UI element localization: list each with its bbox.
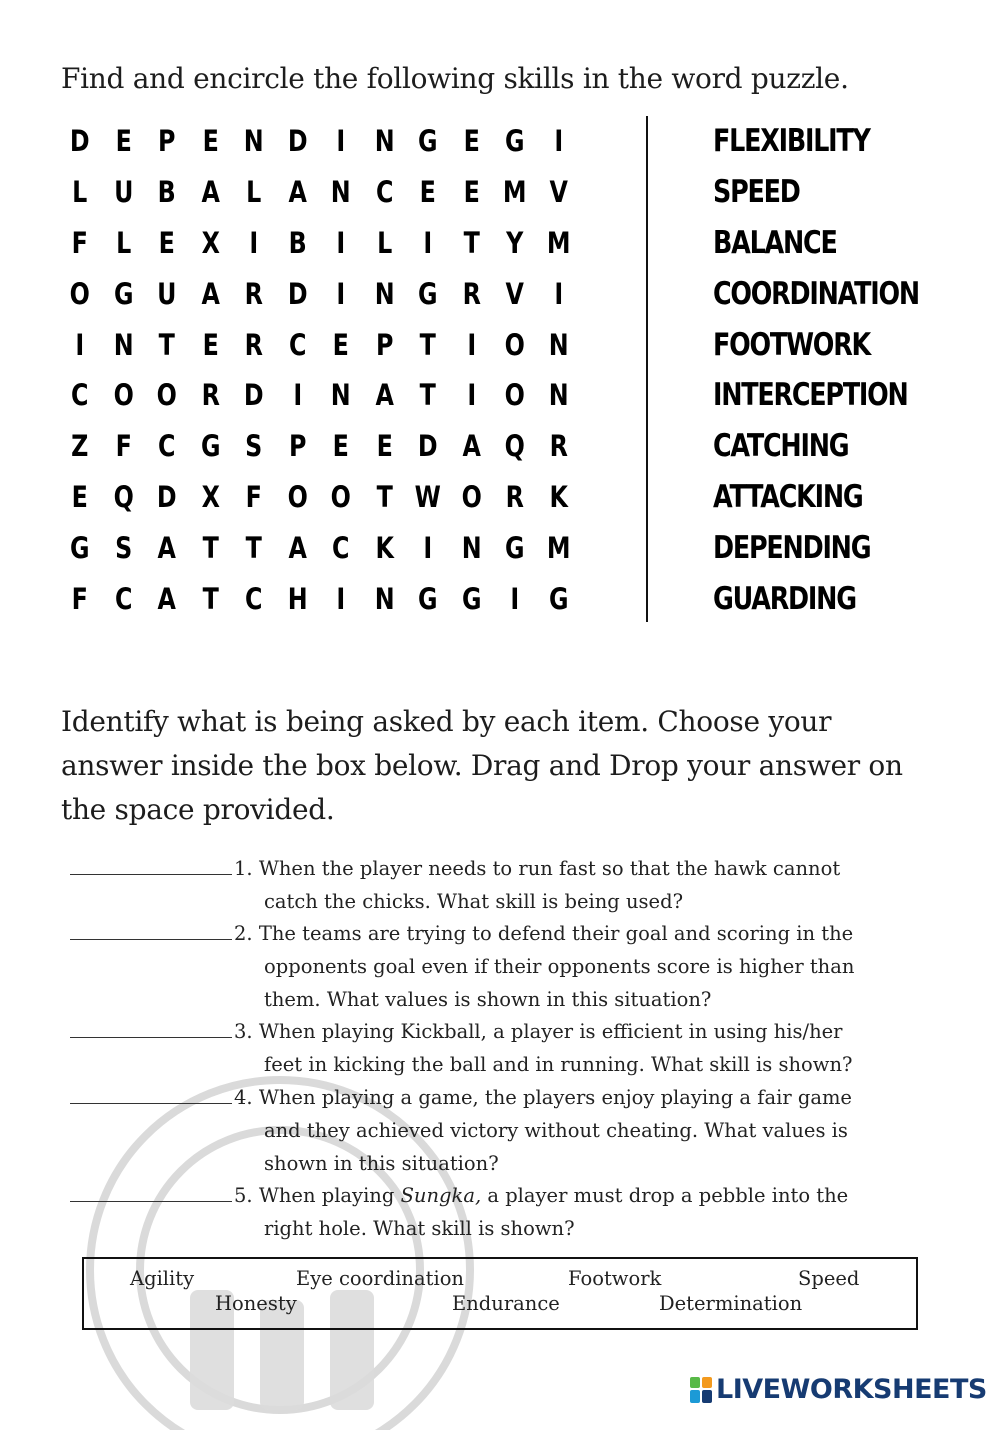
grid-letter[interactable]: Q	[113, 479, 134, 514]
grid-letter[interactable]: O	[113, 378, 134, 413]
grid-letter[interactable]: G	[417, 124, 438, 159]
grid-letter[interactable]: F	[71, 581, 88, 616]
grid-letter[interactable]: C	[375, 175, 393, 210]
grid-letter[interactable]: N	[461, 530, 482, 565]
grid-letter[interactable]: T	[245, 530, 262, 565]
grid-letter[interactable]: R	[201, 378, 220, 413]
word-list-item: CATCHING	[713, 428, 849, 465]
question-text: right hole. What skill is shown?	[264, 1217, 575, 1240]
grid-letter[interactable]: O	[461, 479, 482, 514]
grid-letter[interactable]: N	[243, 124, 264, 159]
grid-letter[interactable]: T	[419, 378, 436, 413]
question-text: them. What values is shown in this situation?	[264, 988, 712, 1011]
grid-letter[interactable]: P	[375, 327, 393, 362]
choice-agility[interactable]: Agility	[130, 1267, 195, 1290]
answer-drop-zone-5[interactable]	[70, 1177, 232, 1202]
question-number: 1.	[234, 857, 253, 880]
grid-letter[interactable]: E	[332, 327, 349, 362]
grid-letter[interactable]: X	[201, 479, 220, 514]
grid-letter[interactable]: I	[336, 225, 346, 260]
grid-letter[interactable]: X	[201, 225, 220, 260]
grid-letter[interactable]: R	[244, 276, 263, 311]
word-search-grid[interactable]	[58, 116, 580, 624]
grid-letter[interactable]: T	[376, 479, 393, 514]
grid-letter[interactable]: L	[72, 175, 88, 210]
grid-letter[interactable]: R	[505, 479, 524, 514]
grid-letter[interactable]: D	[243, 378, 264, 413]
grid-letter[interactable]: I	[292, 378, 302, 413]
grid-letter[interactable]: I	[510, 581, 520, 616]
choice-eye-coordination[interactable]: Eye coordination	[296, 1267, 464, 1290]
grid-letter[interactable]: E	[71, 479, 88, 514]
word-list-item: GUARDING	[713, 580, 856, 617]
logo-text: LIVEWORKSHEETS	[716, 1374, 987, 1405]
grid-letter[interactable]: S	[245, 429, 263, 464]
grid-letter[interactable]: Z	[71, 429, 89, 464]
grid-letter[interactable]: R	[244, 327, 263, 362]
grid-letter[interactable]: D	[287, 276, 308, 311]
grid-letter[interactable]: H	[287, 581, 308, 616]
question-text: When playing Kickball, a player is efficient in using his/her	[258, 1020, 843, 1043]
grid-letter[interactable]: G	[417, 276, 438, 311]
word-list-item: SPEED	[713, 174, 800, 211]
choice-endurance[interactable]: Endurance	[452, 1292, 560, 1315]
grid-letter[interactable]: E	[376, 429, 393, 464]
grid-letter[interactable]: I	[336, 124, 346, 159]
grid-letter[interactable]: D	[287, 124, 308, 159]
grid-letter[interactable]: A	[375, 378, 394, 413]
question-text: opponents goal even if their opponents score is higher than	[264, 955, 855, 978]
word-list-item: INTERCEPTION	[713, 377, 908, 414]
grid-letter[interactable]: I	[423, 530, 433, 565]
question-text: catch the chicks. What skill is being used?	[264, 890, 684, 913]
choice-determination[interactable]: Determination	[659, 1292, 803, 1315]
question-text: a player must drop a pebble into the	[481, 1184, 849, 1207]
grid-letter[interactable]: A	[201, 175, 220, 210]
question-number: 5.	[234, 1184, 253, 1207]
grid-letter[interactable]: E	[115, 124, 132, 159]
grid-letter[interactable]: I	[423, 225, 433, 260]
grid-letter[interactable]: O	[287, 479, 308, 514]
word-list-item: BALANCE	[713, 224, 837, 261]
grid-letter[interactable]: N	[330, 378, 351, 413]
grid-letter[interactable]: C	[114, 581, 132, 616]
question-2	[70, 915, 854, 1016]
question-number: 3.	[234, 1020, 253, 1043]
question-text: and they achieved victory without cheating. What values is	[264, 1119, 848, 1142]
question-5	[70, 1177, 848, 1245]
word-list-item: COORDINATION	[713, 275, 919, 312]
grid-letter[interactable]: I	[249, 225, 259, 260]
grid-letter[interactable]: E	[419, 175, 436, 210]
grid-letter[interactable]: E	[463, 124, 480, 159]
word-list-item: FOOTWORK	[713, 326, 871, 363]
question-text: feet in kicking the ball and in running. What skill is shown?	[264, 1053, 853, 1076]
grid-letter[interactable]: E	[202, 124, 219, 159]
grid-letter[interactable]: W	[414, 479, 441, 514]
grid-letter[interactable]: L	[246, 175, 262, 210]
grid-letter[interactable]: M	[546, 530, 571, 565]
grid-letter[interactable]: B	[288, 225, 307, 260]
grid-letter[interactable]: D	[417, 429, 438, 464]
question-number: 2.	[234, 922, 253, 945]
grid-letter[interactable]: C	[332, 530, 350, 565]
grid-letter[interactable]: U	[113, 175, 133, 210]
grid-letter[interactable]: G	[461, 581, 482, 616]
grid-letter[interactable]: N	[548, 327, 569, 362]
grid-letter[interactable]: F	[115, 429, 132, 464]
grid-letter[interactable]: O	[69, 276, 90, 311]
answer-drop-zone-4[interactable]	[70, 1079, 232, 1104]
grid-letter[interactable]: G	[417, 581, 438, 616]
question-text: When playing a game, the players enjoy playing a fair game	[258, 1086, 852, 1109]
grid-letter[interactable]: E	[202, 327, 219, 362]
grid-letter[interactable]: G	[504, 124, 525, 159]
liveworksheets-logo[interactable]	[690, 1374, 987, 1405]
grid-letter[interactable]: O	[504, 378, 525, 413]
grid-letter[interactable]: T	[202, 530, 219, 565]
identify-instruction: Identify what is being asked by each item. Choose your answer inside the box below. Drag and Drop your answer on the space provided.	[61, 705, 903, 826]
grid-letter[interactable]: G	[200, 429, 221, 464]
grid-letter[interactable]: K	[375, 530, 394, 565]
grid-letter[interactable]: F	[245, 479, 262, 514]
answer-drop-zone-3[interactable]	[70, 1013, 232, 1038]
question-number: 4.	[234, 1086, 253, 1109]
grid-letter[interactable]: U	[157, 276, 177, 311]
liveworksheets-logo-icon	[690, 1377, 712, 1403]
grid-letter[interactable]: O	[330, 479, 351, 514]
grid-letter[interactable]: M	[502, 175, 527, 210]
grid-letter[interactable]: K	[549, 479, 568, 514]
grid-letter[interactable]: R	[549, 429, 568, 464]
grid-letter[interactable]: C	[288, 327, 306, 362]
grid-letter[interactable]: I	[75, 327, 85, 362]
grid-letter[interactable]: C	[245, 581, 263, 616]
grid-letter[interactable]: I	[336, 581, 346, 616]
grid-letter[interactable]: O	[156, 378, 177, 413]
question-text: When the player needs to run fast so that the hawk cannot	[258, 857, 841, 880]
word-list	[713, 116, 964, 624]
grid-letter[interactable]: M	[546, 225, 571, 260]
word-list-item: ATTACKING	[713, 478, 863, 515]
grid-letter[interactable]: N	[113, 327, 134, 362]
grid-letter[interactable]: I	[466, 327, 476, 362]
choice-honesty[interactable]: Honesty	[215, 1292, 297, 1315]
question-text: When playing	[258, 1184, 401, 1207]
grid-letter[interactable]: V	[505, 276, 524, 311]
grid-letter[interactable]: P	[288, 429, 306, 464]
grid-letter[interactable]: D	[156, 479, 177, 514]
question-1	[70, 850, 840, 918]
grid-letter[interactable]: N	[374, 124, 395, 159]
grid-letter[interactable]: T	[202, 581, 219, 616]
grid-letter[interactable]: L	[376, 225, 392, 260]
grid-letter[interactable]: I	[336, 276, 346, 311]
word-list-item: DEPENDING	[713, 529, 871, 566]
grid-letter[interactable]: Y	[506, 225, 524, 260]
choice-speed[interactable]: Speed	[798, 1267, 860, 1290]
grid-letter[interactable]: G	[113, 276, 134, 311]
answer-choices-box	[82, 1257, 918, 1330]
grid-letter[interactable]: O	[504, 327, 525, 362]
grid-letter[interactable]: T	[419, 327, 436, 362]
choice-footwork[interactable]: Footwork	[568, 1267, 662, 1290]
grid-letter[interactable]: N	[374, 581, 395, 616]
grid-letter[interactable]: D	[69, 124, 90, 159]
grid-letter[interactable]: A	[462, 429, 481, 464]
grid-letter[interactable]: C	[158, 429, 176, 464]
grid-letter[interactable]: E	[332, 429, 349, 464]
grid-letter[interactable]: V	[549, 175, 568, 210]
grid-letter[interactable]: A	[288, 175, 307, 210]
grid-divider	[646, 116, 648, 622]
grid-letter[interactable]: A	[201, 276, 220, 311]
question-italic-term: Sungka,	[400, 1184, 482, 1207]
grid-letter[interactable]: R	[462, 276, 481, 311]
grid-letter[interactable]: G	[548, 581, 569, 616]
question-text: shown in this situation?	[264, 1152, 499, 1175]
grid-letter[interactable]: S	[114, 530, 132, 565]
grid-letter[interactable]: A	[288, 530, 307, 565]
grid-letter[interactable]: C	[71, 378, 89, 413]
grid-letter[interactable]: I	[553, 124, 563, 159]
word-puzzle-instruction: Find and encircle the following skills in the word puzzle.	[61, 62, 849, 95]
grid-letter[interactable]: P	[158, 124, 176, 159]
question-3	[70, 1013, 853, 1081]
answer-drop-zone-2[interactable]	[70, 915, 232, 940]
grid-letter[interactable]: G	[69, 530, 90, 565]
grid-letter[interactable]: B	[157, 175, 176, 210]
grid-letter[interactable]: L	[115, 225, 131, 260]
grid-letter[interactable]: E	[463, 175, 480, 210]
grid-letter[interactable]: G	[504, 530, 525, 565]
grid-letter[interactable]: T	[158, 327, 175, 362]
grid-letter[interactable]: A	[157, 581, 176, 616]
grid-letter[interactable]: I	[553, 276, 563, 311]
grid-letter[interactable]: I	[466, 378, 476, 413]
grid-letter[interactable]: Q	[504, 429, 525, 464]
question-4	[70, 1079, 852, 1180]
grid-letter[interactable]: N	[374, 276, 395, 311]
grid-letter[interactable]: N	[330, 175, 351, 210]
grid-letter[interactable]: A	[157, 530, 176, 565]
word-list-item: FLEXIBILITY	[713, 123, 870, 160]
grid-letter[interactable]: E	[158, 225, 175, 260]
question-text: The teams are trying to defend their goal and scoring in the	[258, 922, 854, 945]
answer-drop-zone-1[interactable]	[70, 850, 232, 875]
grid-letter[interactable]: F	[71, 225, 88, 260]
grid-letter[interactable]: T	[463, 225, 480, 260]
grid-letter[interactable]: N	[548, 378, 569, 413]
